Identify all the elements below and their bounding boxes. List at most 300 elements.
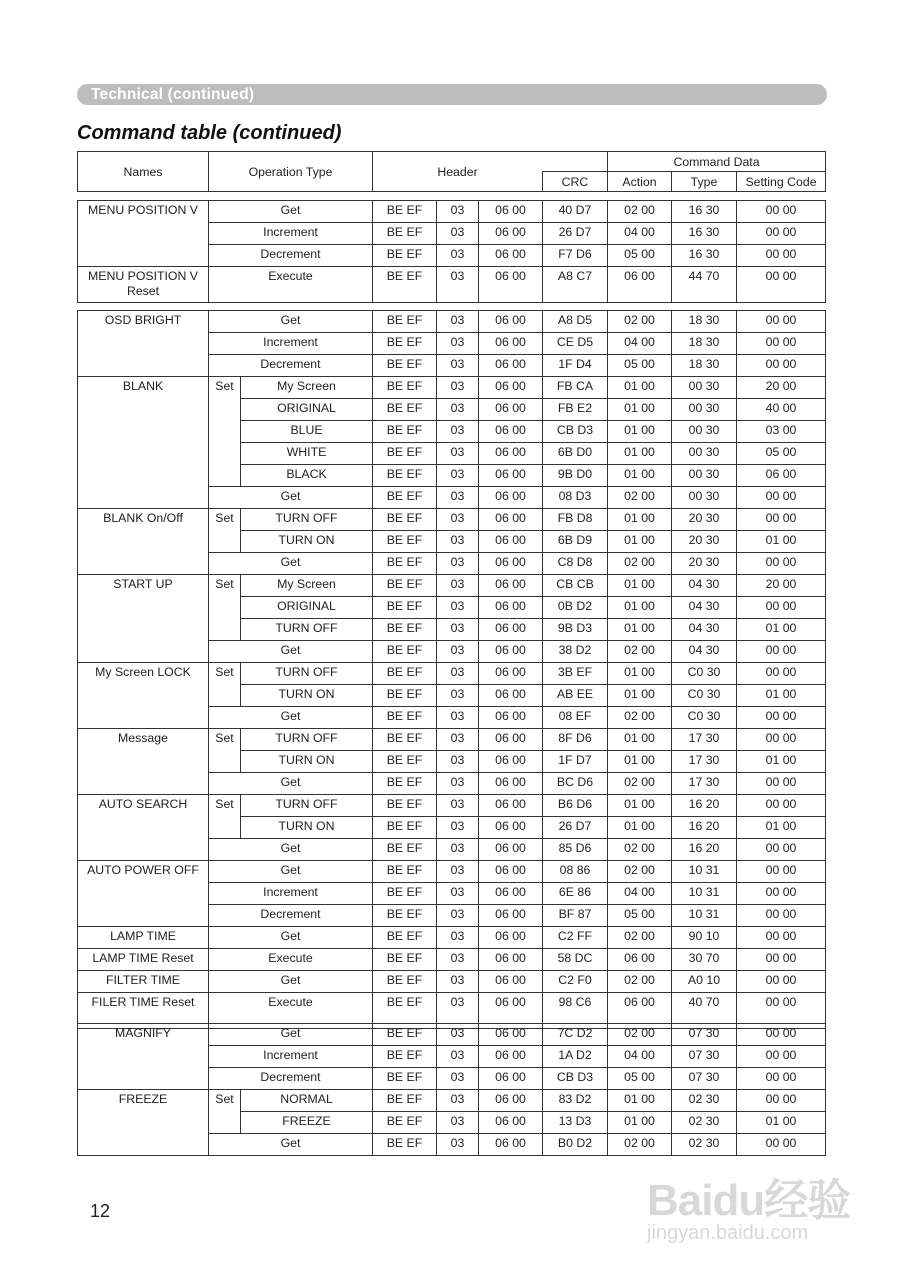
cell-type: 18 30 xyxy=(672,311,737,333)
cell-h1: BE EF xyxy=(373,751,437,773)
watermark-url: jingyan.baidu.com xyxy=(647,1222,809,1244)
cell-h3: 06 00 xyxy=(479,355,543,377)
cell-crc: 6B D9 xyxy=(543,531,608,553)
cell-code: 06 00 xyxy=(737,465,826,487)
cell-crc: B6 D6 xyxy=(543,795,608,817)
row-name: My Screen LOCK xyxy=(78,663,209,729)
cell-action: 01 00 xyxy=(608,421,672,443)
cell-h2: 03 xyxy=(437,531,479,553)
cell-h3: 06 00 xyxy=(479,883,543,905)
cell-action: 01 00 xyxy=(608,377,672,399)
cell-crc: 58 DC xyxy=(543,949,608,971)
operation-option: TURN ON xyxy=(241,531,373,553)
cell-h2: 03 xyxy=(437,245,479,267)
cell-code: 01 00 xyxy=(737,685,826,707)
cell-crc: 6B D0 xyxy=(543,443,608,465)
cell-code: 03 00 xyxy=(737,421,826,443)
cell-code: 00 00 xyxy=(737,509,826,531)
cell-h3: 06 00 xyxy=(479,663,543,685)
set-label: Set xyxy=(209,795,241,839)
cell-crc: AB EE xyxy=(543,685,608,707)
cell-h2: 03 xyxy=(437,663,479,685)
cell-crc: 26 D7 xyxy=(543,817,608,839)
cell-h3: 06 00 xyxy=(479,641,543,663)
cell-action: 02 00 xyxy=(608,773,672,795)
cell-h2: 03 xyxy=(437,575,479,597)
operation-type: Decrement xyxy=(209,355,373,377)
cell-h2: 03 xyxy=(437,443,479,465)
cell-type: C0 30 xyxy=(672,685,737,707)
cell-crc: 1A D2 xyxy=(543,1046,608,1068)
cell-action: 01 00 xyxy=(608,531,672,553)
cell-h1: BE EF xyxy=(373,355,437,377)
operation-option: FREEZE xyxy=(241,1112,373,1134)
cell-h2: 03 xyxy=(437,949,479,971)
cell-h1: BE EF xyxy=(373,201,437,223)
cell-code: 00 00 xyxy=(737,1046,826,1068)
cell-h3: 06 00 xyxy=(479,685,543,707)
cell-action: 01 00 xyxy=(608,509,672,531)
cell-action: 02 00 xyxy=(608,1134,672,1156)
operation-type: Get xyxy=(209,1134,373,1156)
cell-action: 02 00 xyxy=(608,927,672,949)
set-label: Set xyxy=(209,663,241,707)
operation-type: Get xyxy=(209,553,373,575)
cell-h2: 03 xyxy=(437,1090,479,1112)
cell-action: 01 00 xyxy=(608,399,672,421)
cell-type: 16 20 xyxy=(672,817,737,839)
cell-h3: 06 00 xyxy=(479,465,543,487)
cell-code: 00 00 xyxy=(737,1024,826,1046)
cell-h3: 06 00 xyxy=(479,553,543,575)
cell-type: 02 30 xyxy=(672,1134,737,1156)
row-name: BLANK On/Off xyxy=(78,509,209,575)
cell-crc: A8 D5 xyxy=(543,311,608,333)
cell-h3: 06 00 xyxy=(479,333,543,355)
table-row xyxy=(78,377,826,399)
operation-type: Get xyxy=(209,861,373,883)
cell-action: 05 00 xyxy=(608,1068,672,1090)
table-row xyxy=(78,201,826,223)
cell-crc: BF 87 xyxy=(543,905,608,927)
row-name: MAGNIFY xyxy=(78,1024,209,1090)
row-name: LAMP TIME xyxy=(78,927,209,949)
cell-h2: 03 xyxy=(437,641,479,663)
table-row xyxy=(78,1090,826,1112)
cell-h3: 06 00 xyxy=(479,421,543,443)
cell-crc: 83 D2 xyxy=(543,1090,608,1112)
watermark-logo: Baidu经验 xyxy=(647,1176,851,1225)
row-name: START UP xyxy=(78,575,209,663)
cell-h3: 06 00 xyxy=(479,773,543,795)
cell-h1: BE EF xyxy=(373,487,437,509)
cell-h1: BE EF xyxy=(373,993,437,1029)
page-number: 12 xyxy=(90,1201,111,1221)
cell-h1: BE EF xyxy=(373,1090,437,1112)
cell-h2: 03 xyxy=(437,619,479,641)
cell-code: 00 00 xyxy=(737,311,826,333)
command-table-section xyxy=(77,200,826,303)
cell-code: 00 00 xyxy=(737,201,826,223)
cell-h3: 06 00 xyxy=(479,223,543,245)
cell-h1: BE EF xyxy=(373,817,437,839)
cell-type: 16 20 xyxy=(672,795,737,817)
cell-code: 00 00 xyxy=(737,971,826,993)
header-header: Header xyxy=(373,152,543,192)
cell-h1: BE EF xyxy=(373,729,437,751)
header-operation-type: Operation Type xyxy=(209,152,373,192)
cell-h1: BE EF xyxy=(373,399,437,421)
cell-h2: 03 xyxy=(437,553,479,575)
operation-type: Get xyxy=(209,487,373,509)
operation-option: TURN OFF xyxy=(241,509,373,531)
cell-h1: BE EF xyxy=(373,377,437,399)
cell-h3: 06 00 xyxy=(479,949,543,971)
cell-h2: 03 xyxy=(437,707,479,729)
cell-crc: 08 86 xyxy=(543,861,608,883)
cell-h2: 03 xyxy=(437,971,479,993)
cell-action: 06 00 xyxy=(608,949,672,971)
cell-h1: BE EF xyxy=(373,773,437,795)
cell-h2: 03 xyxy=(437,465,479,487)
cell-h3: 06 00 xyxy=(479,575,543,597)
cell-crc: 6E 86 xyxy=(543,883,608,905)
cell-crc: 1F D7 xyxy=(543,751,608,773)
cell-action: 02 00 xyxy=(608,201,672,223)
cell-code: 00 00 xyxy=(737,905,826,927)
row-name: FILTER TIME xyxy=(78,971,209,993)
cell-h3: 06 00 xyxy=(479,509,543,531)
operation-type: Decrement xyxy=(209,245,373,267)
cell-h2: 03 xyxy=(437,927,479,949)
cell-code: 05 00 xyxy=(737,443,826,465)
cell-code: 01 00 xyxy=(737,817,826,839)
set-label: Set xyxy=(209,377,241,487)
cell-h1: BE EF xyxy=(373,267,437,303)
cell-type: 00 30 xyxy=(672,487,737,509)
operation-type: Execute xyxy=(209,949,373,971)
operation-type: Get xyxy=(209,311,373,333)
cell-h3: 06 00 xyxy=(479,729,543,751)
cell-h2: 03 xyxy=(437,1134,479,1156)
table-row xyxy=(78,949,826,971)
cell-h3: 06 00 xyxy=(479,993,543,1029)
cell-type: 44 70 xyxy=(672,267,737,303)
command-table-header xyxy=(77,151,826,192)
cell-crc: 38 D2 xyxy=(543,641,608,663)
baidu-watermark xyxy=(645,1140,855,1250)
cell-action: 02 00 xyxy=(608,971,672,993)
cell-type: 07 30 xyxy=(672,1068,737,1090)
cell-code: 00 00 xyxy=(737,641,826,663)
cell-crc: 9B D3 xyxy=(543,619,608,641)
row-name: BLANK xyxy=(78,377,209,509)
cell-h1: BE EF xyxy=(373,575,437,597)
operation-option: My Screen xyxy=(241,575,373,597)
cell-h2: 03 xyxy=(437,1024,479,1046)
header-crc: CRC xyxy=(543,172,608,192)
cell-crc: 9B D0 xyxy=(543,465,608,487)
cell-action: 02 00 xyxy=(608,487,672,509)
cell-h3: 06 00 xyxy=(479,619,543,641)
cell-h3: 06 00 xyxy=(479,267,543,303)
cell-type: 04 30 xyxy=(672,597,737,619)
cell-h1: BE EF xyxy=(373,707,437,729)
cell-h2: 03 xyxy=(437,685,479,707)
cell-type: 16 20 xyxy=(672,839,737,861)
cell-crc: 7C D2 xyxy=(543,1024,608,1046)
cell-action: 02 00 xyxy=(608,861,672,883)
set-label: Set xyxy=(209,1090,241,1134)
cell-h1: BE EF xyxy=(373,619,437,641)
cell-h1: BE EF xyxy=(373,311,437,333)
cell-crc: FB D8 xyxy=(543,509,608,531)
cell-h3: 06 00 xyxy=(479,245,543,267)
operation-option: TURN ON xyxy=(241,817,373,839)
cell-type: 10 31 xyxy=(672,861,737,883)
table-row xyxy=(78,663,826,685)
cell-h3: 06 00 xyxy=(479,201,543,223)
cell-h1: BE EF xyxy=(373,949,437,971)
cell-h1: BE EF xyxy=(373,883,437,905)
operation-type: Execute xyxy=(209,267,373,303)
cell-h1: BE EF xyxy=(373,971,437,993)
cell-code: 00 00 xyxy=(737,883,826,905)
operation-type: Get xyxy=(209,641,373,663)
cell-type: 40 70 xyxy=(672,993,737,1029)
cell-type: 00 30 xyxy=(672,377,737,399)
cell-h3: 06 00 xyxy=(479,1046,543,1068)
page-title: Command table (continued) xyxy=(77,122,342,144)
operation-option: TURN OFF xyxy=(241,795,373,817)
cell-action: 01 00 xyxy=(608,575,672,597)
cell-crc: CB D3 xyxy=(543,421,608,443)
row-name: AUTO POWER OFF xyxy=(78,861,209,927)
set-label: Set xyxy=(209,729,241,773)
table-row xyxy=(78,311,826,333)
cell-h3: 06 00 xyxy=(479,597,543,619)
header-setting-code: Setting Code xyxy=(737,172,826,192)
cell-crc: F7 D6 xyxy=(543,245,608,267)
row-name: FILER TIME Reset xyxy=(78,993,209,1029)
cell-h1: BE EF xyxy=(373,465,437,487)
cell-code: 00 00 xyxy=(737,993,826,1029)
cell-code: 00 00 xyxy=(737,267,826,303)
cell-h2: 03 xyxy=(437,861,479,883)
command-table-section xyxy=(77,310,826,1029)
cell-h2: 03 xyxy=(437,333,479,355)
banner-text: Technical (continued) xyxy=(91,86,255,103)
cell-code: 00 00 xyxy=(737,839,826,861)
cell-h1: BE EF xyxy=(373,421,437,443)
cell-h2: 03 xyxy=(437,839,479,861)
cell-h1: BE EF xyxy=(373,795,437,817)
cell-code: 00 00 xyxy=(737,861,826,883)
cell-h2: 03 xyxy=(437,993,479,1029)
cell-code: 01 00 xyxy=(737,619,826,641)
cell-h2: 03 xyxy=(437,223,479,245)
header-action: Action xyxy=(608,172,672,192)
cell-h2: 03 xyxy=(437,201,479,223)
operation-type: Get xyxy=(209,707,373,729)
cell-code: 00 00 xyxy=(737,1134,826,1156)
cell-code: 00 00 xyxy=(737,663,826,685)
operation-type: Get xyxy=(209,927,373,949)
cell-type: 18 30 xyxy=(672,355,737,377)
cell-action: 01 00 xyxy=(608,751,672,773)
cell-action: 05 00 xyxy=(608,245,672,267)
cell-h3: 06 00 xyxy=(479,377,543,399)
operation-type: Decrement xyxy=(209,905,373,927)
cell-h1: BE EF xyxy=(373,1068,437,1090)
cell-crc: 08 D3 xyxy=(543,487,608,509)
operation-option: WHITE xyxy=(241,443,373,465)
cell-h1: BE EF xyxy=(373,1134,437,1156)
cell-action: 01 00 xyxy=(608,817,672,839)
cell-crc: FB E2 xyxy=(543,399,608,421)
cell-code: 01 00 xyxy=(737,1112,826,1134)
row-name: Message xyxy=(78,729,209,795)
cell-code: 00 00 xyxy=(737,707,826,729)
cell-crc: 1F D4 xyxy=(543,355,608,377)
cell-crc: CB CB xyxy=(543,575,608,597)
row-name: MENU POSITION V Reset xyxy=(78,267,209,303)
cell-type: 02 30 xyxy=(672,1090,737,1112)
cell-crc: CB D3 xyxy=(543,1068,608,1090)
cell-code: 40 00 xyxy=(737,399,826,421)
cell-crc: 26 D7 xyxy=(543,223,608,245)
cell-action: 02 00 xyxy=(608,839,672,861)
cell-h2: 03 xyxy=(437,729,479,751)
cell-action: 01 00 xyxy=(608,795,672,817)
cell-h2: 03 xyxy=(437,597,479,619)
cell-type: 10 31 xyxy=(672,905,737,927)
cell-h3: 06 00 xyxy=(479,927,543,949)
row-name: MENU POSITION V xyxy=(78,201,209,267)
cell-type: 17 30 xyxy=(672,751,737,773)
row-name: FREEZE xyxy=(78,1090,209,1156)
cell-h2: 03 xyxy=(437,883,479,905)
table-row xyxy=(78,729,826,751)
cell-code: 00 00 xyxy=(737,773,826,795)
cell-code: 00 00 xyxy=(737,927,826,949)
cell-type: 00 30 xyxy=(672,443,737,465)
cell-type: 00 30 xyxy=(672,421,737,443)
table-row xyxy=(78,509,826,531)
cell-h3: 06 00 xyxy=(479,839,543,861)
table-row xyxy=(78,575,826,597)
cell-action: 01 00 xyxy=(608,729,672,751)
cell-h3: 06 00 xyxy=(479,707,543,729)
cell-h1: BE EF xyxy=(373,641,437,663)
cell-crc: A8 C7 xyxy=(543,267,608,303)
set-label: Set xyxy=(209,575,241,641)
cell-crc: 13 D3 xyxy=(543,1112,608,1134)
cell-code: 00 00 xyxy=(737,1068,826,1090)
cell-h2: 03 xyxy=(437,355,479,377)
cell-type: 00 30 xyxy=(672,465,737,487)
cell-action: 02 00 xyxy=(608,311,672,333)
operation-option: BLACK xyxy=(241,465,373,487)
cell-action: 01 00 xyxy=(608,465,672,487)
cell-h2: 03 xyxy=(437,487,479,509)
cell-h3: 06 00 xyxy=(479,1134,543,1156)
cell-h2: 03 xyxy=(437,773,479,795)
cell-action: 01 00 xyxy=(608,663,672,685)
operation-option: TURN ON xyxy=(241,751,373,773)
cell-action: 02 00 xyxy=(608,553,672,575)
row-name: AUTO SEARCH xyxy=(78,795,209,861)
cell-h2: 03 xyxy=(437,905,479,927)
cell-type: 07 30 xyxy=(672,1024,737,1046)
cell-type: 00 30 xyxy=(672,399,737,421)
cell-h1: BE EF xyxy=(373,553,437,575)
cell-crc: FB CA xyxy=(543,377,608,399)
cell-crc: C2 FF xyxy=(543,927,608,949)
operation-type: Get xyxy=(209,201,373,223)
table-row xyxy=(78,861,826,883)
cell-action: 04 00 xyxy=(608,333,672,355)
cell-h1: BE EF xyxy=(373,597,437,619)
cell-h2: 03 xyxy=(437,421,479,443)
cell-code: 01 00 xyxy=(737,531,826,553)
operation-option: TURN OFF xyxy=(241,663,373,685)
cell-h1: BE EF xyxy=(373,223,437,245)
cell-h3: 06 00 xyxy=(479,817,543,839)
cell-type: 04 30 xyxy=(672,575,737,597)
table-row xyxy=(78,1024,826,1046)
cell-action: 02 00 xyxy=(608,707,672,729)
cell-action: 01 00 xyxy=(608,1112,672,1134)
cell-h1: BE EF xyxy=(373,905,437,927)
cell-action: 01 00 xyxy=(608,685,672,707)
operation-type: Get xyxy=(209,839,373,861)
cell-h2: 03 xyxy=(437,311,479,333)
operation-type: Increment xyxy=(209,1046,373,1068)
operation-option: ORIGINAL xyxy=(241,597,373,619)
cell-h3: 06 00 xyxy=(479,861,543,883)
cell-type: A0 10 xyxy=(672,971,737,993)
cell-type: 02 30 xyxy=(672,1112,737,1134)
cell-type: 18 30 xyxy=(672,333,737,355)
header-blank xyxy=(543,152,608,172)
cell-h1: BE EF xyxy=(373,663,437,685)
cell-code: 00 00 xyxy=(737,487,826,509)
cell-h3: 06 00 xyxy=(479,971,543,993)
operation-option: ORIGINAL xyxy=(241,399,373,421)
cell-code: 00 00 xyxy=(737,1090,826,1112)
command-table-section xyxy=(77,1023,826,1156)
operation-type: Get xyxy=(209,1024,373,1046)
table-row xyxy=(78,795,826,817)
cell-h1: BE EF xyxy=(373,927,437,949)
table-row xyxy=(78,971,826,993)
cell-type: 16 30 xyxy=(672,245,737,267)
cell-crc: BC D6 xyxy=(543,773,608,795)
operation-option: BLUE xyxy=(241,421,373,443)
cell-type: 17 30 xyxy=(672,729,737,751)
cell-h3: 06 00 xyxy=(479,399,543,421)
cell-h3: 06 00 xyxy=(479,443,543,465)
operation-option: TURN OFF xyxy=(241,729,373,751)
cell-action: 01 00 xyxy=(608,443,672,465)
cell-type: 16 30 xyxy=(672,223,737,245)
cell-h3: 06 00 xyxy=(479,531,543,553)
cell-type: 20 30 xyxy=(672,509,737,531)
cell-h3: 06 00 xyxy=(479,1090,543,1112)
cell-type: 20 30 xyxy=(672,553,737,575)
cell-crc: 98 C6 xyxy=(543,993,608,1029)
